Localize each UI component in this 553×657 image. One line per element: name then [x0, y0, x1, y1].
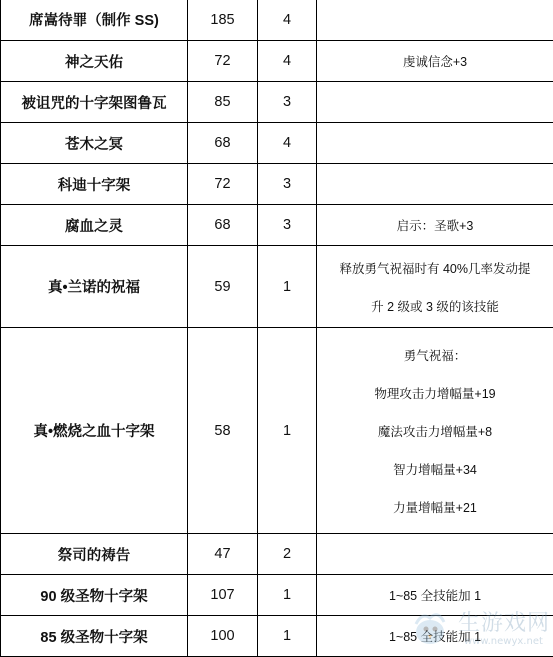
level-cell: 100	[188, 616, 258, 657]
effect-cell	[317, 164, 553, 205]
item-name-cell: 90 级圣物十字架	[1, 575, 188, 616]
points-cell: 3	[258, 164, 317, 205]
table-row	[1, 123, 553, 164]
effect-line: 魔法攻击力增幅量+8	[317, 422, 553, 440]
item-name-cell: 席嵩待罪（制作 SS)	[1, 0, 188, 41]
level-cell: 72	[188, 164, 258, 205]
table-row	[1, 205, 553, 246]
effect-cell	[317, 0, 553, 41]
item-name-cell: 神之天佑	[1, 41, 188, 82]
effect-cell	[317, 246, 553, 328]
table-row	[1, 534, 553, 575]
level-cell: 185	[188, 0, 258, 41]
effect-line: 启示：圣歌+3	[317, 216, 553, 234]
effect-line: 升 2 级或 3 级的该技能	[317, 297, 553, 315]
effect-cell	[317, 123, 553, 164]
table-row	[1, 328, 553, 534]
level-cell: 72	[188, 41, 258, 82]
item-name-cell: 科迪十字架	[1, 164, 188, 205]
effect-line: 勇气祝福：	[317, 346, 553, 364]
level-cell: 107	[188, 575, 258, 616]
effect-cell	[317, 328, 553, 534]
item-name-cell: 苍木之冥	[1, 123, 188, 164]
effect-cell	[317, 205, 553, 246]
level-cell: 59	[188, 246, 258, 328]
effect-line: 1~85 全技能加 1	[317, 627, 553, 645]
watermark-url: www.newyx.net	[464, 636, 543, 647]
level-cell: 85	[188, 82, 258, 123]
points-cell: 1	[258, 246, 317, 328]
item-name-cell: 真•兰诺的祝福	[1, 246, 188, 328]
level-cell: 58	[188, 328, 258, 534]
points-cell: 4	[258, 123, 317, 164]
effect-line: 释放勇气祝福时有 40%几率发动提	[317, 259, 553, 277]
points-cell: 3	[258, 205, 317, 246]
points-cell: 1	[258, 616, 317, 657]
effect-cell	[317, 41, 553, 82]
effect-line: 智力增幅量+34	[317, 460, 553, 478]
effect-line: 物理攻击力增幅量+19	[317, 384, 553, 402]
level-cell: 68	[188, 123, 258, 164]
table-row	[1, 41, 553, 82]
points-cell: 1	[258, 328, 317, 534]
watermark-text: 生游戏网	[458, 606, 550, 637]
effect-line: 1~85 全技能加 1	[317, 586, 553, 604]
effect-cell	[317, 534, 553, 575]
points-cell: 4	[258, 41, 317, 82]
effect-cell	[317, 616, 553, 657]
item-name-cell: 腐血之灵	[1, 205, 188, 246]
table-row	[1, 82, 553, 123]
item-name-cell: 85 级圣物十字架	[1, 616, 188, 657]
item-name-cell: 真•燃烧之血十字架	[1, 328, 188, 534]
table-row	[1, 0, 553, 41]
level-cell: 47	[188, 534, 258, 575]
points-cell: 2	[258, 534, 317, 575]
table-row	[1, 164, 553, 205]
effect-line: 力量增幅量+21	[317, 498, 553, 516]
table-row	[1, 575, 553, 616]
table-row	[1, 616, 553, 657]
effect-cell	[317, 575, 553, 616]
points-cell: 1	[258, 575, 317, 616]
points-cell: 4	[258, 0, 317, 41]
level-cell: 68	[188, 205, 258, 246]
item-name-cell: 被诅咒的十字架图鲁瓦	[1, 82, 188, 123]
effect-line: 虔诚信念+3	[317, 52, 553, 70]
effect-cell	[317, 82, 553, 123]
points-cell: 3	[258, 82, 317, 123]
table-row	[1, 246, 553, 328]
item-name-cell: 祭司的祷告	[1, 534, 188, 575]
